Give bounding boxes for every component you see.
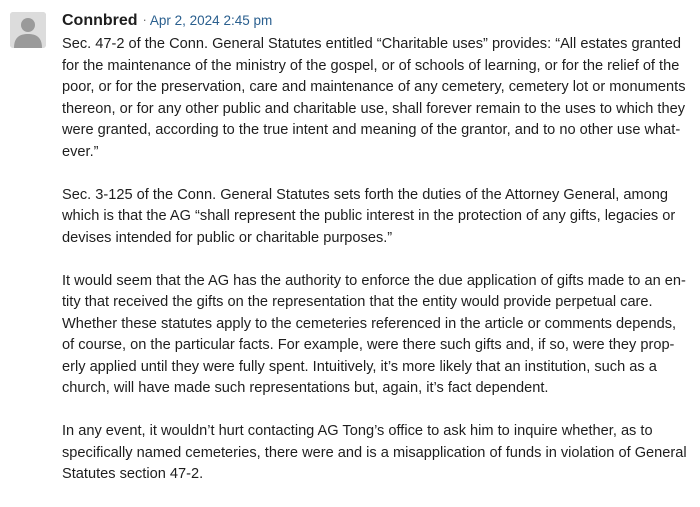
comment-meta: [62, 10, 688, 32]
comment-paragraph: In any event, it wouldn’t hurt contacting AG Tong’s office to ask him to inquire whether, as to specifically named cemeteries, there were and is a misapplication of funds in violation of General Statutes section 47-2.: [62, 423, 687, 482]
avatar[interactable]: [10, 12, 46, 48]
comment-paragraph: Sec. 3-125 of the Conn. General Statutes sets forth the duties of the Attorney General, among which is that the AG “shall represent the public interest in the protection of any gifts, legacies or devises intended for public or charitable purposes.”: [62, 186, 676, 246]
comment-author[interactable]: Connbred: [62, 12, 138, 29]
comment-content: [62, 10, 688, 507]
comment-paragraph: Sec. 47-2 of the Conn. General Statutes entitled “Charitable uses” provides: “All estates granted for the maintenance of the ministry of the gospel, or of schools of learning, or for the relief of the poor, or for the preservation, care and maintenance of any cemetery, cemetery lot or monuments thereon, or for any other public and charitable use, shall forever remain to the uses to which they were granted, according to the true intent and meaning of the grantor, and to no other use what-ever.”: [62, 36, 686, 160]
comment-body: [62, 34, 688, 486]
meta-separator: ·: [142, 12, 147, 27]
user-avatar-icon: [10, 12, 46, 48]
comment-paragraph: It would seem that the AG has the authority to enforce the due application of gifts made to an en-tity that received the gifts on the representation that the entity would provide perpetual care. Whether these statutes apply to the cemeteries referenced in the article or comments depends, of course, on the particular facts. For example, were there such gifts and, if so, were they prop-erly applied until they were fully spent. Intuitively, it’s more likely that an institution, such as a church, will have made such representations but, again, it’s fact dependent.: [62, 272, 686, 396]
comment-date-link[interactable]: Apr 2, 2024 2:45 pm: [149, 13, 273, 28]
